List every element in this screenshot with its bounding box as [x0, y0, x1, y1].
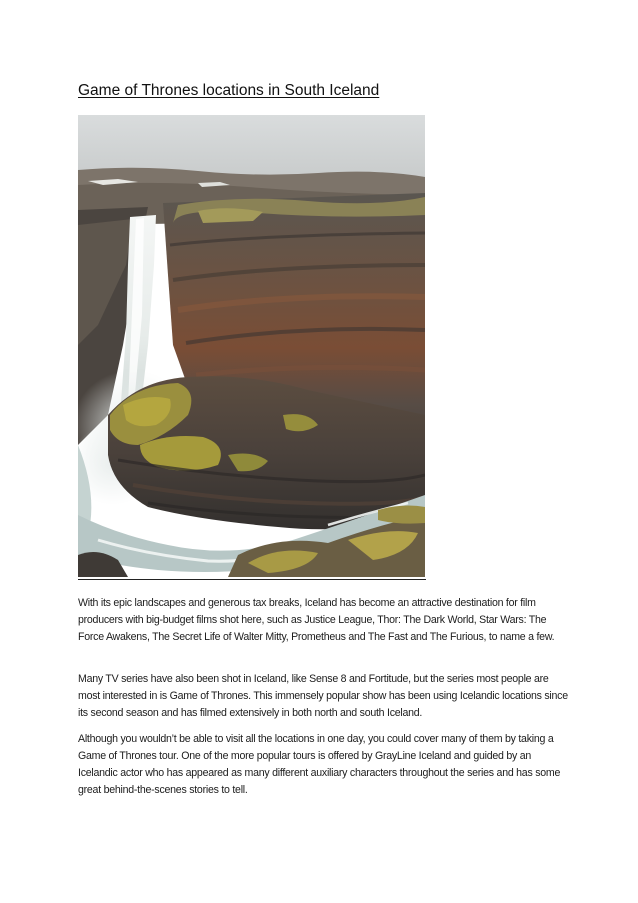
photo-illustration: [78, 115, 425, 577]
image-bottom-rule: [78, 579, 426, 580]
waterfall-canyon-photo: [78, 115, 425, 577]
page-title: Game of Thrones locations in South Iceland: [78, 82, 380, 99]
paragraph-1: With its epic landscapes and generous tax breaks, Iceland has become an attractive destination for film producers with big-budget films shot here, such as Justice League, Thor: The Dark World, Star Wars: The Force Awakens, The Secret Life of Walter Mitty, Prometheus and The Fast and The Furious, to name a few.: [78, 597, 555, 643]
paragraph-3: Although you wouldn’t be able to visit all the locations in one day, you could cover many of them by taking a Game of Thrones tour. One of the more popular tours is offered by GrayLine Iceland and guided by an Icelandic actor who has appeared as many different auxiliary characters throughout the series and has some great behind-the-scenes stories to tell.: [78, 733, 561, 796]
paragraph-2: Many TV series have also been shot in Iceland, like Sense 8 and Fortitude, but the series most people are most interested in is Game of Thrones. This immensely popular show has been using Icelandic locations since its second season and has filmed extensively in both north and south Iceland.: [78, 673, 568, 719]
